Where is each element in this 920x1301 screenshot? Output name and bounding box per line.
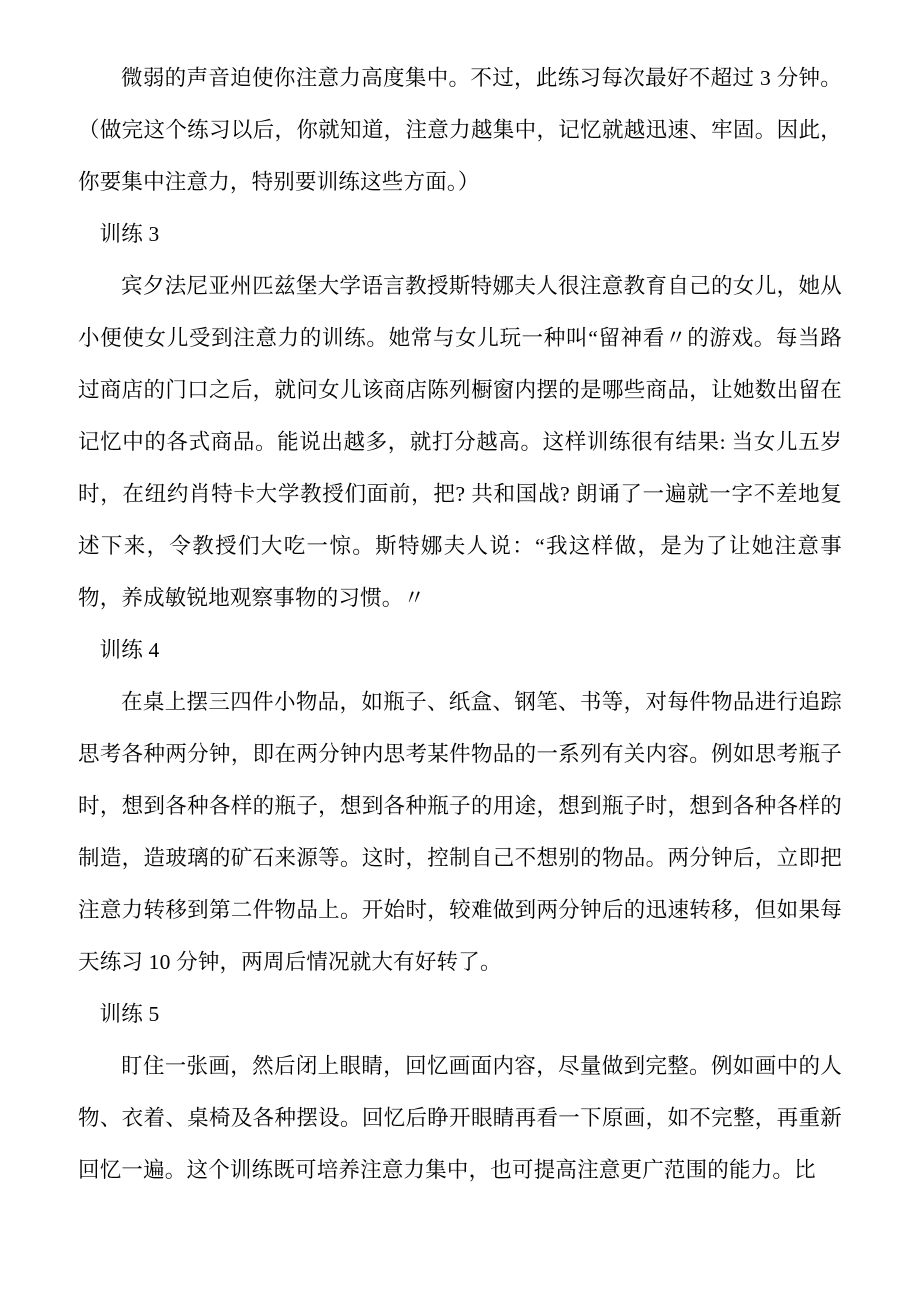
document-body: [78, 52, 842, 1196]
section-heading: 训练 4: [99, 638, 160, 662]
paragraph: 在桌上摆三四件小物品，如瓶子、纸盒、钢笔、书等，对每件物品进行追踪思考各种两分钟，即在两分钟内思考某件物品的一系列有关内容。例如思考瓶子时，想到各种各样的瓶子，想到各种瓶子的用途，想到瓶子时，想到各种各样的制造，造玻璃的矿石来源等。这时，控制自己不想别的物品。两分钟后，立即把注意力转移到第二件物品上。开始时，较难做到两分钟后的迅速转移，但如果每天练习 10 分钟，两周后情况就大有好转了。: [78, 690, 842, 974]
section-heading: 训练 3: [99, 222, 160, 246]
paragraph: 盯住一张画，然后闭上眼睛，回忆画面内容，尽量做到完整。例如画中的人物、衣着、桌椅及各种摆设。回忆后睁开眼睛再看一下原画，如不完整，再重新回忆一遍。这个训练既可培养注意力集中，也可提高注意更广范围的能力。比: [78, 1054, 842, 1182]
section-heading: 训练 5: [99, 1002, 160, 1026]
paragraph: 宾夕法尼亚州匹兹堡大学语言教授斯特娜夫人很注意教育自己的女儿，她从小便使女儿受到注意力的训练。她常与女儿玩一种叫“留神看〃的游戏。每当路过商店的门口之后，就问女儿该商店陈列橱窗内摆的是哪些商品，让她数出留在记忆中的各式商品。能说出越多，就打分越高。这样训练很有结果: 当女儿五岁时，在纽约肖特卡大学教授们面前，把? 共和国战? 朗诵了一遍就一字不差地复述下来，令教授们大吃一惊。斯特娜夫人说：“我这样做，是为了让她注意事物，养成敏锐地观察事物的习惯。〃: [78, 274, 842, 610]
paragraph: 微弱的声音迫使你注意力高度集中。不过，此练习每次最好不超过 3 分钟。（做完这个练习以后，你就知道，注意力越集中，记忆就越迅速、牢固。因此，你要集中注意力，特别要训练这些方面。）: [78, 66, 842, 194]
